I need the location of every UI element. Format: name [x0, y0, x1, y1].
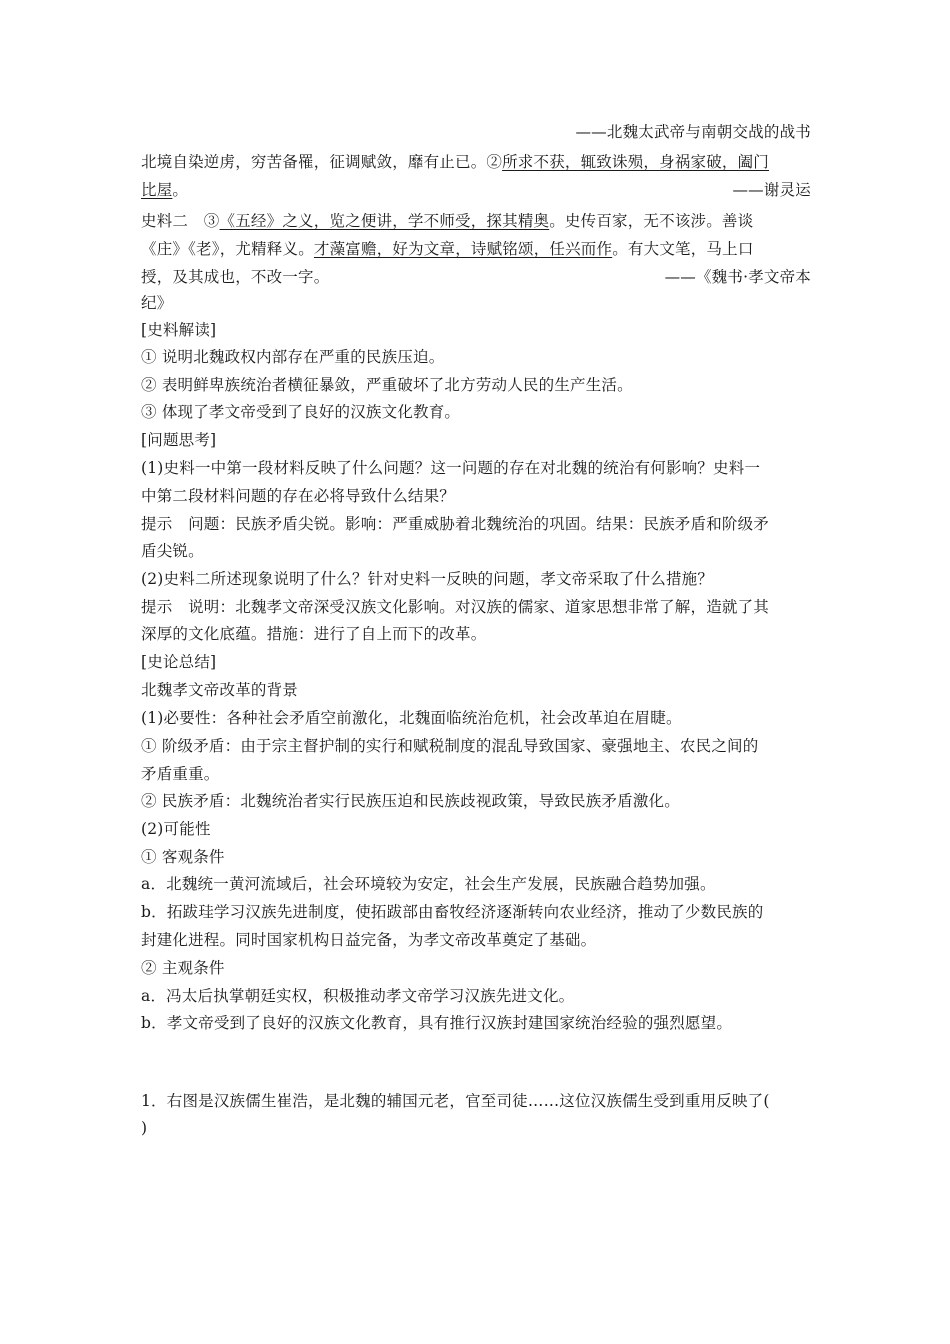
source2-line-2 — [141, 239, 811, 259]
source2-line3-text: 授，及其成也，不改一字。 — [141, 268, 330, 286]
summary-class-conflict-line-1: ① 阶级矛盾：由于宗主督护制的实行和赋税制度的混乱导致国家、豪强地主、农民之间的 — [141, 737, 759, 755]
summary-objective-b-line-2: 封建化进程。同时国家机构日益完备，为孝文帝改革奠定了基础。 — [141, 931, 597, 949]
source1-line1-text: 北境自染逆虏，穷苦备罹，征调赋敛，靡有止已。② — [141, 153, 503, 171]
questions-heading: [问题思考] — [141, 431, 217, 449]
source2-line-4: 纪》 — [141, 294, 173, 312]
summary-subjective-a: a．冯太后执掌朝廷实权，积极推动孝文帝学习汉族先进文化。 — [141, 987, 575, 1005]
source1-line2-text — [141, 180, 188, 200]
exercise-question-1-line-1: 1．右图是汉族儒生崔浩，是北魏的辅国元老，官至司徒……这位汉族儒生受到重用反映了( — [141, 1092, 770, 1110]
summary-title: 北魏孝文帝改革的背景 — [141, 681, 299, 699]
source1-attribution-xie: ——谢灵运 — [732, 181, 811, 199]
source2-line1-suffix: 。史传百家，无不该涉。善谈 — [549, 212, 754, 230]
summary-heading: [史论总结] — [141, 653, 217, 671]
summary-subjective-heading: ② 主观条件 — [141, 959, 225, 977]
source2-line2-suffix: 。有大文笔，马上口 — [612, 240, 754, 258]
answer-1-line-1: 提示 问题：民族矛盾尖锐。影响：严重威胁着北魏统治的巩固。结果：民族矛盾和阶级矛 — [141, 515, 770, 533]
summary-objective-b-line-1: b．拓跋珪学习汉族先进制度，使拓跋部由畜牧经济逐渐转向农业经济，推动了少数民族的 — [141, 903, 764, 921]
answer-1-line-2: 盾尖锐。 — [141, 542, 204, 560]
source2-line1-underlined: 《五经》之义，览之便讲，学不师受，探其精奥 — [219, 212, 550, 230]
interpretation-item-2: ② 表明鲜卑族统治者横征暴敛，严重破坏了北方劳动人民的生产生活。 — [141, 376, 633, 394]
exercise-question-1-line-2: ) — [141, 1119, 148, 1137]
source1-attribution-battle-letter: ——北魏太武帝与南朝交战的战书 — [575, 123, 811, 141]
source2-label: 史料二 ③ — [141, 212, 220, 230]
source1-line-1 — [141, 152, 811, 172]
question-1-line-1: (1)史料一中第一段材料反映了什么问题？这一问题的存在对北魏的统治有何影响？史料一 — [141, 459, 761, 477]
source2-line2-prefix: 《庄》《老》，尤精释义。 — [141, 240, 314, 258]
interpretation-item-1: ① 说明北魏政权内部存在严重的民族压迫。 — [141, 348, 445, 366]
summary-class-conflict-line-2: 矛盾重重。 — [141, 765, 220, 783]
question-1-line-2: 中第二段材料问题的存在必将导致什么结果？ — [141, 487, 456, 505]
summary-subjective-b: b．孝文帝受到了良好的汉族文化教育，具有推行汉族封建国家统治经验的强烈愿望。 — [141, 1014, 733, 1032]
source1-line2-suffix: 。 — [172, 181, 189, 199]
source1-line2-underlined: 比屋 — [141, 181, 173, 199]
summary-objective-heading: ① 客观条件 — [141, 848, 225, 866]
summary-ethnic-conflict: ② 民族矛盾：北魏统治者实行民族压迫和民族歧视政策，导致民族矛盾激化。 — [141, 792, 680, 810]
source2-line2-underlined: 才藻富赡，好为文章，诗赋铭颂，任兴而作 — [313, 240, 613, 258]
source2-line-1 — [141, 211, 811, 231]
summary-objective-a: a．北魏统一黄河流域后，社会环境较为安定，社会生产发展，民族融合趋势加强。 — [141, 875, 716, 893]
source2-line3-attribution: ——《魏书·孝文帝本 — [664, 268, 811, 286]
summary-possibility: (2)可能性 — [141, 820, 211, 838]
source2-line-3 — [141, 267, 811, 287]
summary-necessity: (1)必要性：各种社会矛盾空前激化，北魏面临统治危机，社会改革迫在眉睫。 — [141, 709, 682, 727]
source1-line-2 — [141, 180, 811, 200]
question-2: (2)史料二所述现象说明了什么？针对史料一反映的问题，孝文帝采取了什么措施？ — [141, 570, 714, 588]
interpretation-item-3: ③ 体现了孝文帝受到了良好的汉族文化教育。 — [141, 403, 461, 421]
source1-line1-underlined: 所求不获，辄致诛殒，身祸家破，阖门 — [502, 153, 770, 171]
interpretation-heading: [史料解读] — [141, 321, 217, 339]
answer-2-line-1: 提示 说明：北魏孝文帝深受汉族文化影响。对汉族的儒家、道家思想非常了解，造就了其 — [141, 598, 770, 616]
answer-2-line-2: 深厚的文化底蕴。措施：进行了自上而下的改革。 — [141, 625, 487, 643]
